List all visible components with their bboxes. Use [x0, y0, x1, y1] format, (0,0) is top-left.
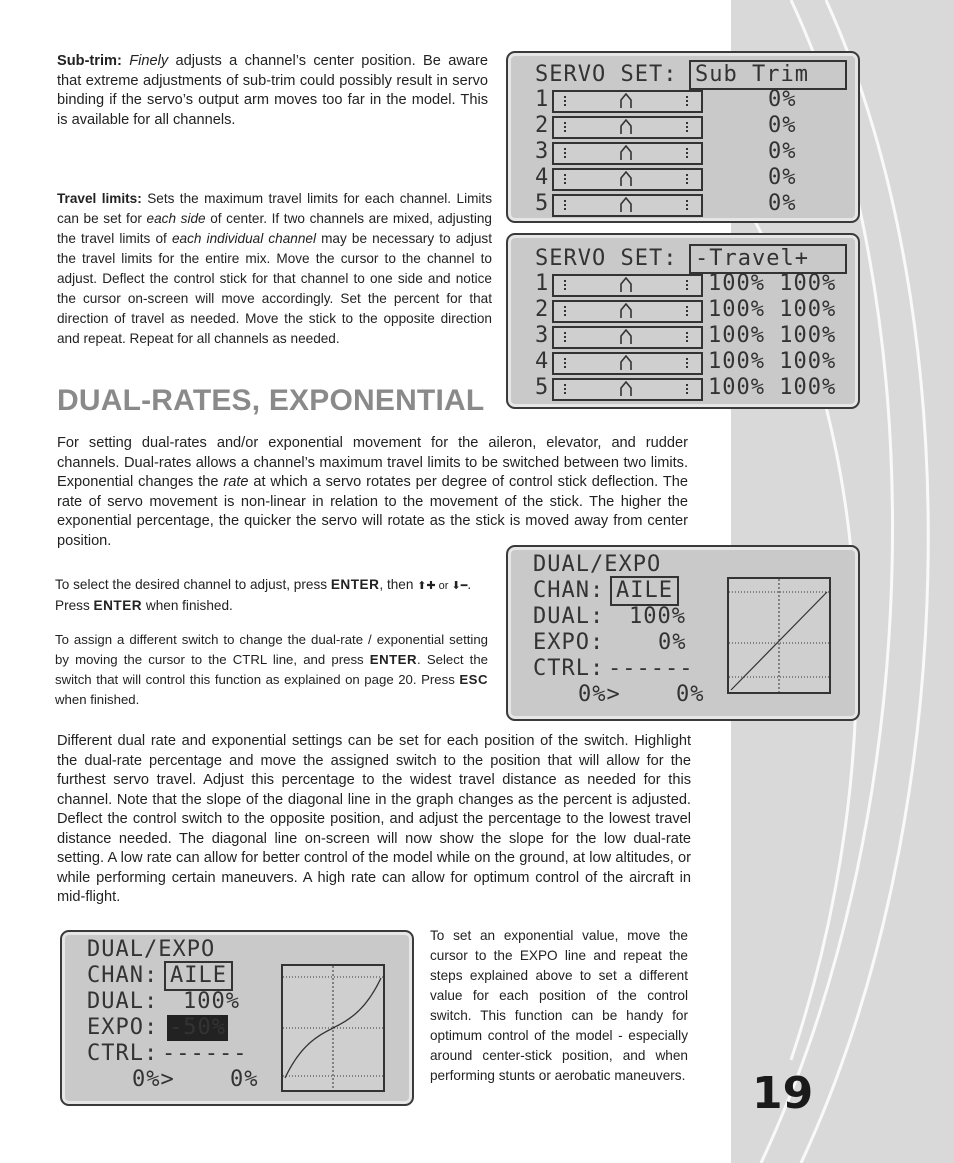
subtrim-paragraph: [57, 52, 488, 130]
esc-key: ESC: [459, 672, 488, 687]
expo-curve: [283, 966, 383, 1090]
enter-key: ENTER: [93, 598, 143, 613]
slider-tick-right: [686, 280, 688, 290]
servo-value: 0%: [768, 191, 797, 216]
lcd-subtrim-mode: Sub Trim: [689, 60, 847, 90]
page-number: 19: [752, 1068, 814, 1119]
lcd-dual2-expo-value: -50%: [169, 1015, 226, 1040]
lcd-dual2-chan-value: AILE: [164, 961, 233, 991]
slider-caret-icon: [620, 119, 632, 135]
lcd-dual1-dual-label: DUAL:: [533, 604, 605, 629]
slider-caret-icon: [620, 197, 632, 213]
slider-caret-icon: [620, 303, 632, 319]
lcd-dual1-dual-value: 100%: [629, 604, 686, 629]
servo-channel-number: 1: [535, 271, 550, 296]
servo-slider: [552, 168, 703, 191]
slider-tick-left: [564, 174, 566, 184]
servo-slider: [552, 300, 703, 323]
assign-paragraph: [55, 630, 488, 710]
servo-value: 0%: [768, 139, 797, 164]
lcd-dual2-ctrl-label: CTRL:: [87, 1041, 159, 1066]
servo-channel-number: 3: [535, 139, 550, 164]
travel-emphasis-1: each side: [146, 211, 206, 226]
travel-text-3: may be necessary to adjust the travel limits for the entire mix. Move the cursor to the channel to adjust. Deflect the control stick for that channel to one side and notice the cursor on-screen will move accordingly. Set the percent for that direction of travel as needed. Move the stick to the opposite direction and repeat. Repeat for all channels as needed.: [57, 231, 492, 346]
slider-tick-right: [686, 332, 688, 342]
servo-value: 0%: [768, 165, 797, 190]
servo-value: 0%: [768, 113, 797, 138]
slider-tick-left: [564, 280, 566, 290]
lcd-subtrim: [506, 51, 860, 223]
servo-channel-number: 5: [535, 191, 550, 216]
lcd-travel: [506, 233, 860, 409]
lcd-dual-expo: [506, 545, 860, 721]
select-paragraph: [55, 575, 490, 616]
slider-tick-left: [564, 306, 566, 316]
enter-key: ENTER: [369, 652, 417, 667]
lcd-dual2-chan-label: CHAN:: [87, 963, 159, 988]
slider-caret-icon: [620, 93, 632, 109]
slider-tick-right: [686, 306, 688, 316]
intro-text-1: For setting dual-rates and/or exponential movement for the aileron, elevator, and rudder channels. Dual-rates allows a channel’s maximum travel limits to be switched between two limits. Exponential changes the: [57, 435, 688, 490]
lcd-dual1-bottom-right: 0%: [676, 682, 705, 707]
servo-value: 100% 100%: [708, 271, 837, 296]
slider-tick-right: [686, 174, 688, 184]
expo-graph: [281, 964, 385, 1092]
servo-slider: [552, 378, 703, 401]
slider-tick-right: [686, 122, 688, 132]
slider-caret-icon: [620, 171, 632, 187]
slider-tick-right: [686, 200, 688, 210]
servo-channel-number: 5: [535, 375, 550, 400]
section-heading: DUAL-RATES, EXPONENTIAL: [57, 384, 485, 417]
lcd-dual1-expo-label: EXPO:: [533, 630, 605, 655]
servo-slider: [552, 116, 703, 139]
lcd-dual2-ctrl-value: ------: [162, 1041, 248, 1066]
servo-slider: [552, 352, 703, 375]
slider-caret-icon: [620, 355, 632, 371]
travel-emphasis-2: each individual channel: [171, 231, 316, 246]
select-text-4: when finished.: [142, 598, 233, 613]
select-text-2: , then: [379, 577, 418, 592]
servo-value: 100% 100%: [708, 349, 837, 374]
lcd-dual1-title: DUAL/EXPO: [533, 552, 662, 577]
intro-text-2: at which a servo rotates per degree of control stick deflection. The rate of servo movement is non-linear in relation to the movement of the stick. The higher the exponential percentage, the quicker the servo will rotate as the stick is moved away from center position.: [57, 474, 688, 549]
servo-channel-number: 2: [535, 113, 550, 138]
slider-tick-left: [564, 200, 566, 210]
lcd-dual1-chan-value: AILE: [610, 576, 679, 606]
lcd-dual1-chan-label: CHAN:: [533, 578, 605, 603]
arrow-plus-minus-keys: ⬆✚ or ⬇━: [417, 580, 468, 592]
servo-value: 0%: [768, 87, 797, 112]
lcd-dual1-ctrl-label: CTRL:: [533, 656, 605, 681]
subtrim-label: Sub-trim:: [57, 53, 122, 69]
slider-tick-right: [686, 384, 688, 394]
servo-value: 100% 100%: [708, 375, 837, 400]
intro-paragraph: [57, 434, 688, 551]
servo-slider: [552, 274, 703, 297]
select-text-3: . Press: [55, 577, 472, 613]
slider-tick-left: [564, 384, 566, 394]
lcd-dual1-bottom-left: 0%>: [578, 682, 621, 707]
servo-channel-number: 4: [535, 165, 550, 190]
slider-caret-icon: [620, 329, 632, 345]
slider-caret-icon: [620, 277, 632, 293]
travel-text-2: of center. If two channels are mixed, adjusting the travel limits of: [57, 211, 492, 246]
slider-tick-left: [564, 332, 566, 342]
travel-label: Travel limits:: [57, 191, 142, 206]
servo-channel-number: 2: [535, 297, 550, 322]
lcd-dual2-bottom-right: 0%: [230, 1067, 259, 1092]
servo-channel-number: 3: [535, 323, 550, 348]
servo-value: 100% 100%: [708, 323, 837, 348]
subtrim-text: adjusts a channel’s center position. Be aware that extreme adjustments of sub-trim could possibly result in servo binding if the servo’s output arm moves too far in the model. This is available for all channels.: [57, 53, 488, 128]
slider-caret-icon: [620, 381, 632, 397]
travel-text-1: Sets the maximum travel limits for each channel. Limits can be set for: [57, 191, 493, 226]
servo-slider: [552, 142, 703, 165]
slider-tick-right: [686, 148, 688, 158]
lcd-travel-title: SERVO SET:: [535, 246, 678, 271]
servo-slider: [552, 326, 703, 349]
travel-paragraph: [57, 189, 492, 349]
lcd-dual-expo-negative: [60, 930, 414, 1106]
lcd-dual2-title: DUAL/EXPO: [87, 937, 216, 962]
lcd-dual1-ctrl-value: ------: [608, 656, 694, 681]
enter-key: ENTER: [330, 577, 380, 592]
lcd-subtrim-title: SERVO SET:: [535, 62, 678, 87]
slider-tick-right: [686, 96, 688, 106]
select-text-1: To select the desired channel to adjust, press: [55, 577, 331, 592]
servo-slider: [552, 90, 703, 113]
slider-tick-left: [564, 96, 566, 106]
lcd-dual2-expo-label: EXPO:: [87, 1015, 159, 1040]
slider-caret-icon: [620, 145, 632, 161]
different-paragraph: Different dual rate and exponential settings can be set for each position of the switch. Highlight the dual-rate percentage and move the assigned switch to the position that will allow for the furthest servo travel. Adjust this percentage to the widest travel distance as needed for this channel. Note that the slope of the diagonal line in the graph changes as the percent is adjusted. Deflect the control switch to the opposite position, and adjust the percentage to the lowest travel distance needed. The diagonal line on-screen will now show the slope for the low dual-rate setting. A low rate can allow for better control of the model while on the ground, at low altitudes, or while performing certain maneuvers. A high rate can allow for optimum control of the aircraft in mid-flight.: [57, 733, 691, 905]
lcd-dual2-bottom-left: 0%>: [132, 1067, 175, 1092]
expo-paragraph: To set an exponential value, move the cursor to the EXPO line and repeat the steps explained above to set a different value for each position of the control switch. This function can be handy for optimum control of the model - especially around center-stick position, and when performing stunts or aerobatic maneuvers.: [430, 928, 688, 1083]
slider-tick-right: [686, 358, 688, 368]
slider-tick-left: [564, 358, 566, 368]
servo-channel-number: 4: [535, 349, 550, 374]
intro-emphasis: rate: [223, 474, 249, 490]
servo-channel-number: 1: [535, 87, 550, 112]
dual-rate-curve: [729, 579, 829, 692]
lcd-dual1-expo-value: 0%: [658, 630, 687, 655]
lcd-travel-mode: -Travel+: [689, 244, 847, 274]
slider-tick-left: [564, 148, 566, 158]
assign-text-3: when finished.: [55, 692, 140, 707]
servo-slider: [552, 194, 703, 217]
lcd-dual2-dual-value: 100%: [183, 989, 240, 1014]
assign-text-1: To assign a different switch to change the dual-rate / exponential setting by moving the cursor to the CTRL line, and press: [55, 632, 488, 667]
subtrim-emphasis: Finely: [129, 53, 169, 69]
slider-tick-left: [564, 122, 566, 132]
lcd-dual2-dual-label: DUAL:: [87, 989, 159, 1014]
dual-rate-graph: [727, 577, 831, 694]
servo-value: 100% 100%: [708, 297, 837, 322]
assign-text-2: . Select the switch that will control this function as explained on page 20. Press: [55, 652, 488, 687]
